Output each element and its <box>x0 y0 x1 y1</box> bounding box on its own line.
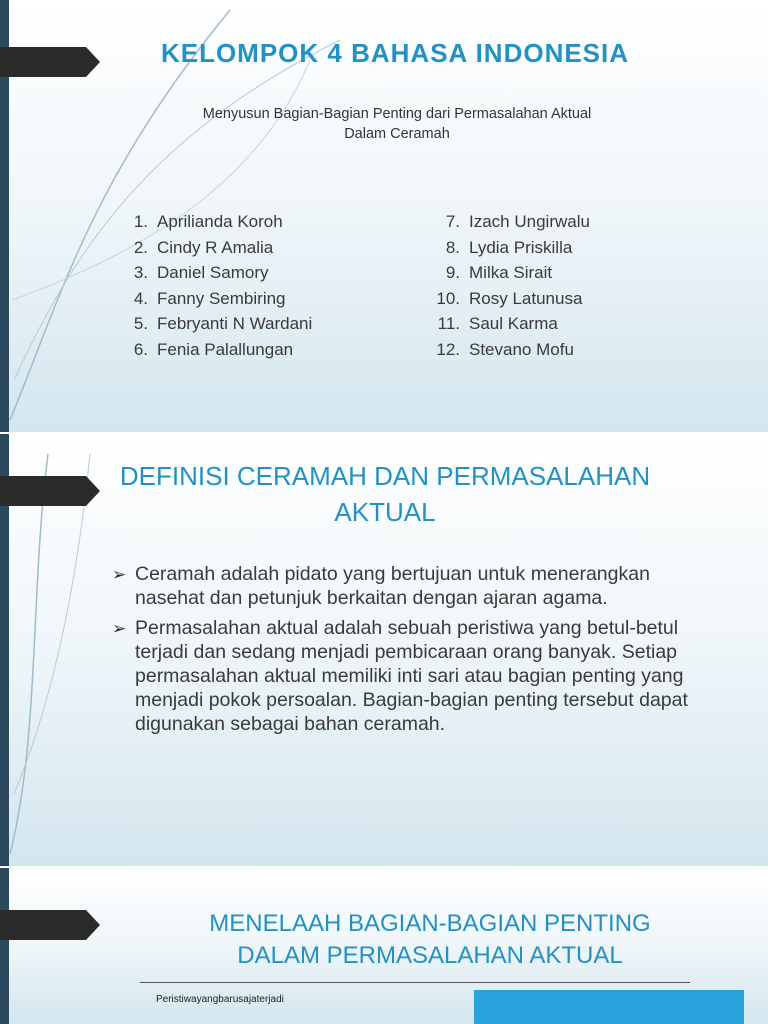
member-list-left <box>118 212 312 366</box>
title-line-1: DEFINISI CERAMAH DAN PERMASALAHAN <box>119 461 651 491</box>
member-item: 9. Milka Sirait <box>445 263 553 283</box>
pointing-hand-icon: ➢ <box>112 619 127 638</box>
member-item: 5. Febryanti N Wardani <box>133 314 313 334</box>
slide-1 <box>0 0 768 432</box>
pointing-hand-icon: ➢ <box>112 565 127 584</box>
slide-3-title <box>160 908 700 972</box>
member-item: 1. Aprilianda Koroh <box>133 212 283 231</box>
member-item: 11. Saul Karma <box>437 314 558 334</box>
slide-1-subtitle <box>150 104 644 144</box>
subtitle-line-1: Menyusun Bagian-Bagian Penting dari Permasalahan Aktual <box>202 106 592 122</box>
definition-list <box>112 562 712 742</box>
member-list-right <box>430 212 590 366</box>
member-item: 4. Fanny Sembiring <box>133 288 286 308</box>
slide-1-title: KELOMPOK 4 BAHASA INDONESIA <box>160 38 630 68</box>
side-stripe <box>0 868 9 1024</box>
arrow-tab-icon <box>0 47 100 77</box>
member-item: 3. Daniel Samory <box>133 263 269 283</box>
arrow-tab-icon <box>0 910 100 940</box>
slide-3-note: Peristiwayangbarusajaterjadi <box>156 994 284 1005</box>
member-item: 6. Fenia Palallungan <box>133 339 294 359</box>
slide-2-title <box>90 458 680 530</box>
member-item: 2. Cindy R Amalia <box>133 237 274 257</box>
definition-item: ➢ Ceramah adalah pidato yang bertujuan untuk menerangkan nasehat dan petunjuk berkaitan dengan ajaran agama. <box>112 563 650 609</box>
divider <box>140 982 690 983</box>
member-item: 8. Lydia Priskilla <box>445 237 573 257</box>
title-line-2: AKTUAL <box>334 497 436 527</box>
definition-item: ➢ Permasalahan aktual adalah sebuah peristiwa yang betul-betul terjadi dan sedang menjadi pembicaraan orang banyak. Setiap permasalahan aktual memiliki inti sari atau bagian penting yang menjadi pokok persoalan. Bagian-bagian penting tersebut dapat digunakan sebagai bahan ceramah. <box>112 617 688 735</box>
member-item: 12. Stevano Mofu <box>436 339 574 359</box>
slide-2 <box>0 434 768 866</box>
title-line-2: DALAM PERMASALAHAN AKTUAL <box>237 942 623 969</box>
content-box <box>474 990 744 1024</box>
member-item: 7. Izach Ungirwalu <box>445 212 590 231</box>
arrow-tab-icon <box>0 476 100 506</box>
member-item: 10. Rosy Latunusa <box>436 288 583 308</box>
title-line-1: MENELAAH BAGIAN-BAGIAN PENTING <box>209 910 651 937</box>
slide-3 <box>0 868 768 1024</box>
subtitle-line-2: Dalam Ceramah <box>344 126 450 142</box>
